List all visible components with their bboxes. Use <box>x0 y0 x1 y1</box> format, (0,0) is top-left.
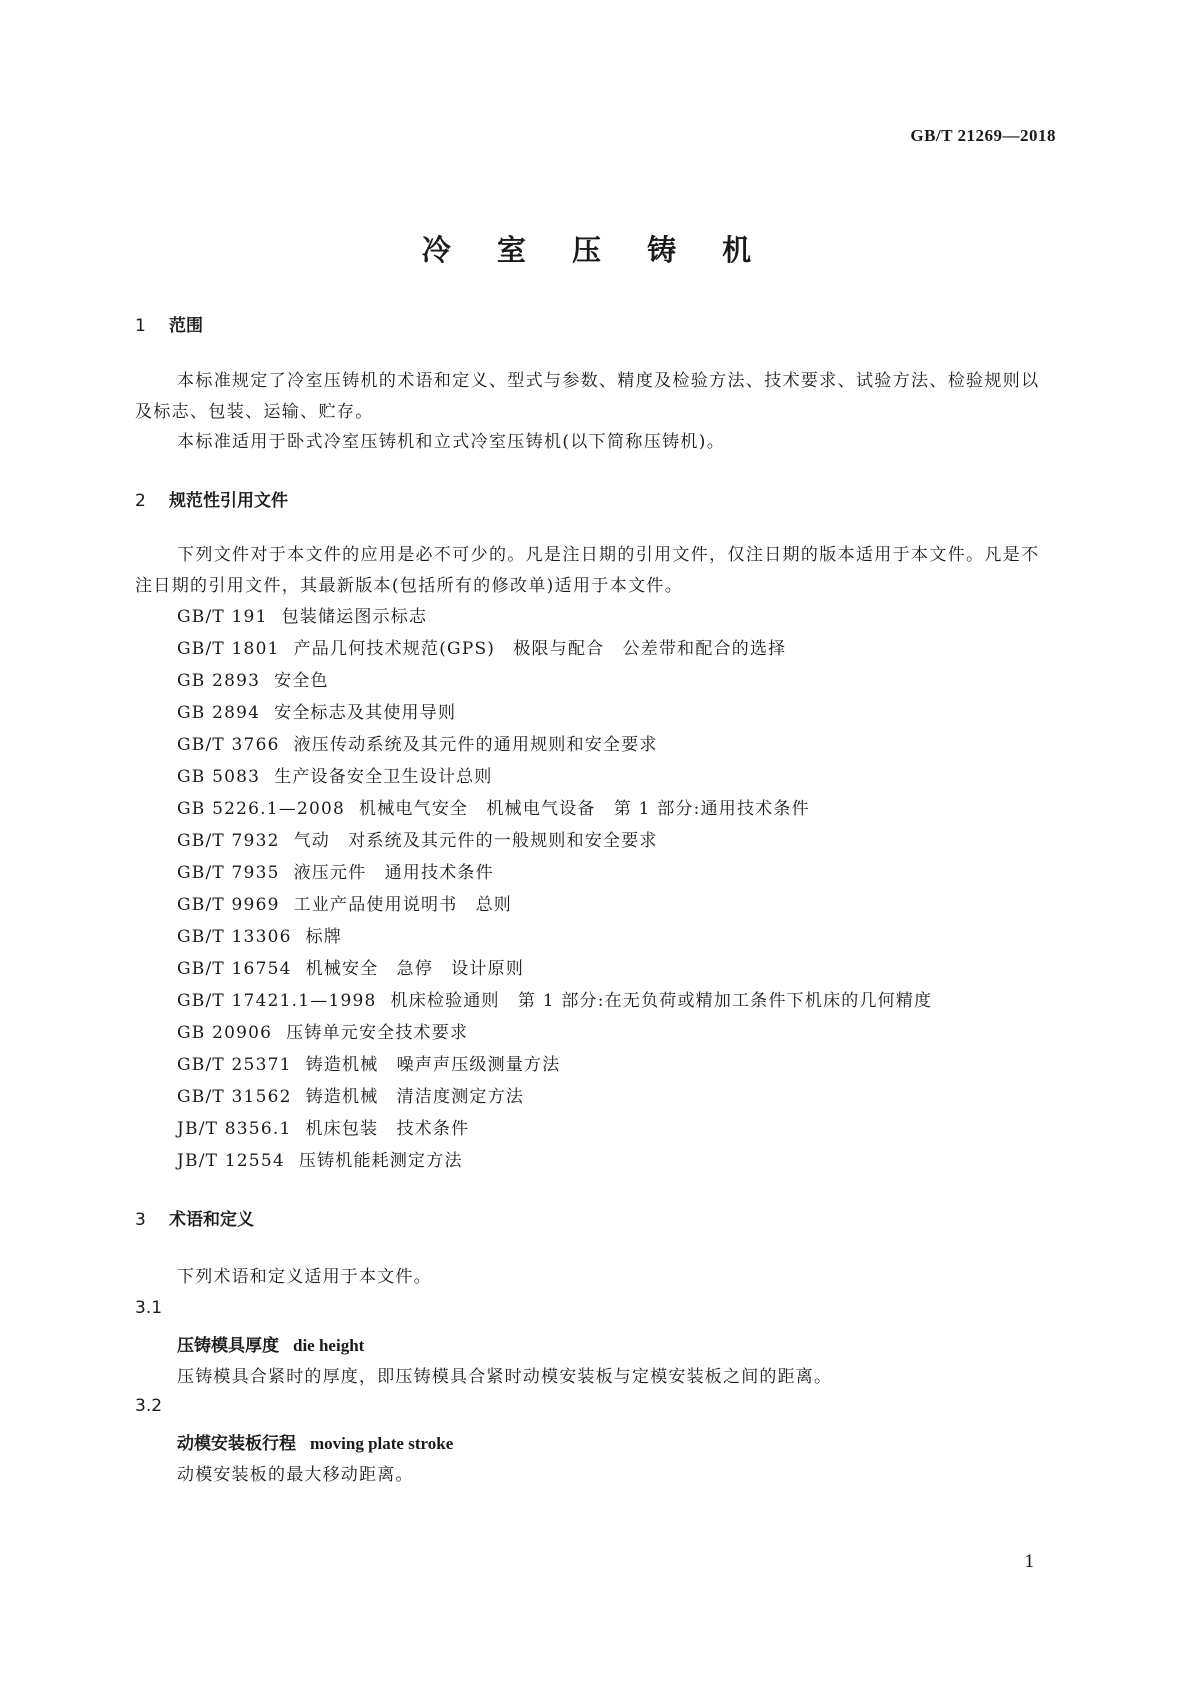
reference-code: GB/T 16754 <box>177 959 292 979</box>
term-definition: 动模安装板的最大移动距离。 <box>177 1465 414 1485</box>
reference-code: GB/T 7932 <box>177 831 280 851</box>
reference-item <box>177 1050 560 1075</box>
standard-code: GB/T 21269—2018 <box>910 126 1056 145</box>
term-english: die height <box>293 1336 365 1355</box>
reference-item <box>177 634 786 659</box>
reference-code: GB/T 191 <box>177 607 268 627</box>
reference-code: GB/T 3766 <box>177 735 280 755</box>
reference-title: 机械安全 急停 设计原则 <box>305 959 525 979</box>
reference-title: 机床检验通则 第 1 部分:在无负荷或精加工条件下机床的几何精度 <box>390 991 933 1011</box>
reference-item <box>177 762 493 787</box>
reference-item <box>177 922 342 947</box>
reference-title: 标牌 <box>305 927 343 947</box>
reference-title: 生产设备安全卫生设计总则 <box>274 767 493 787</box>
term-english: moving plate stroke <box>310 1434 454 1453</box>
reference-code: GB 2893 <box>177 671 261 691</box>
reference-title: 压铸机能耗测定方法 <box>298 1151 463 1171</box>
terms-intro: 下列术语和定义适用于本文件。 <box>177 1267 432 1287</box>
reference-item <box>177 890 512 915</box>
page-number: 1 <box>1024 1552 1035 1572</box>
reference-item <box>177 986 932 1011</box>
reference-code: GB/T 31562 <box>177 1087 292 1107</box>
reference-title: 铸造机械 清洁度测定方法 <box>305 1087 525 1107</box>
reference-code: GB/T 7935 <box>177 863 280 883</box>
reference-item <box>177 794 810 819</box>
reference-item <box>177 826 658 851</box>
reference-code: GB/T 9969 <box>177 895 280 915</box>
term-chinese: 动模安装板行程 <box>177 1434 296 1454</box>
reference-item <box>177 858 494 883</box>
term-chinese: 压铸模具厚度 <box>177 1336 279 1356</box>
reference-code: GB/T 13306 <box>177 927 292 947</box>
reference-code: GB/T 17421.1—1998 <box>177 991 377 1011</box>
reference-title: 气动 对系统及其元件的一般规则和安全要求 <box>293 831 658 851</box>
section-title: 规范性引用文件 <box>169 491 288 511</box>
reference-item <box>177 730 658 755</box>
reference-code: GB 5083 <box>177 767 261 787</box>
scope-paragraph-1: 本标准规定了冷室压铸机的术语和定义、型式与参数、精度及检验方法、技术要求、试验方法、检验规则以及标志、包装、运输、贮存。 <box>135 371 1040 422</box>
reference-title: 液压元件 通用技术条件 <box>293 863 494 883</box>
reference-code: GB 20906 <box>177 1023 273 1043</box>
reference-item <box>177 1082 524 1107</box>
reference-code: JB/T 12554 <box>177 1151 285 1171</box>
section-heading-normative-references <box>135 486 288 511</box>
section-number: 3 <box>135 1210 146 1230</box>
reference-code: GB 2894 <box>177 703 261 723</box>
reference-item <box>177 602 427 627</box>
reference-item <box>177 1018 468 1043</box>
reference-title: 安全标志及其使用导则 <box>274 703 457 723</box>
reference-item <box>177 698 456 723</box>
normative-intro-paragraph: 下列文件对于本文件的应用是必不可少的。凡是注日期的引用文件，仅注日期的版本适用于本文件。凡是不注日期的引用文件，其最新版本(包括所有的修改单)适用于本文件。 <box>135 545 1040 596</box>
reference-title: 机床包装 技术条件 <box>305 1119 470 1139</box>
section-title: 范围 <box>169 316 203 336</box>
reference-code: GB/T 1801 <box>177 639 280 659</box>
reference-code: GB/T 25371 <box>177 1055 292 1075</box>
reference-item <box>177 954 524 979</box>
reference-title: 产品几何技术规范(GPS) 极限与配合 公差带和配合的选择 <box>293 639 787 659</box>
section-title: 术语和定义 <box>169 1210 254 1230</box>
reference-title: 安全色 <box>274 671 329 691</box>
reference-title: 铸造机械 噪声声压级测量方法 <box>305 1055 561 1075</box>
term-number: 3.2 <box>135 1396 163 1416</box>
term-definition: 压铸模具合紧时的厚度，即压铸模具合紧时动模安装板与定模安装板之间的距离。 <box>177 1367 833 1387</box>
reference-item <box>177 666 329 691</box>
section-number: 1 <box>135 316 146 336</box>
reference-title: 机械电气安全 机械电气设备 第 1 部分:通用技术条件 <box>359 799 810 819</box>
reference-code: JB/T 8356.1 <box>177 1119 292 1139</box>
reference-code: GB 5226.1—2008 <box>177 799 346 819</box>
reference-item <box>177 1114 469 1139</box>
section-heading-scope <box>135 311 203 336</box>
section-heading-terms <box>135 1205 254 1230</box>
term-number: 3.1 <box>135 1298 163 1318</box>
reference-title: 液压传动系统及其元件的通用规则和安全要求 <box>293 735 658 755</box>
term-heading <box>177 1429 453 1454</box>
term-heading <box>177 1331 364 1356</box>
scope-paragraph-2: 本标准适用于卧式冷室压铸机和立式冷室压铸机(以下简称压铸机)。 <box>177 432 726 452</box>
reference-item <box>177 1146 463 1171</box>
document-title: 冷 室 压 铸 机 <box>421 233 770 267</box>
reference-title: 压铸单元安全技术要求 <box>286 1023 469 1043</box>
reference-title: 工业产品使用说明书 总则 <box>293 895 513 915</box>
section-number: 2 <box>135 491 146 511</box>
reference-title: 包装储运图示标志 <box>281 607 428 627</box>
